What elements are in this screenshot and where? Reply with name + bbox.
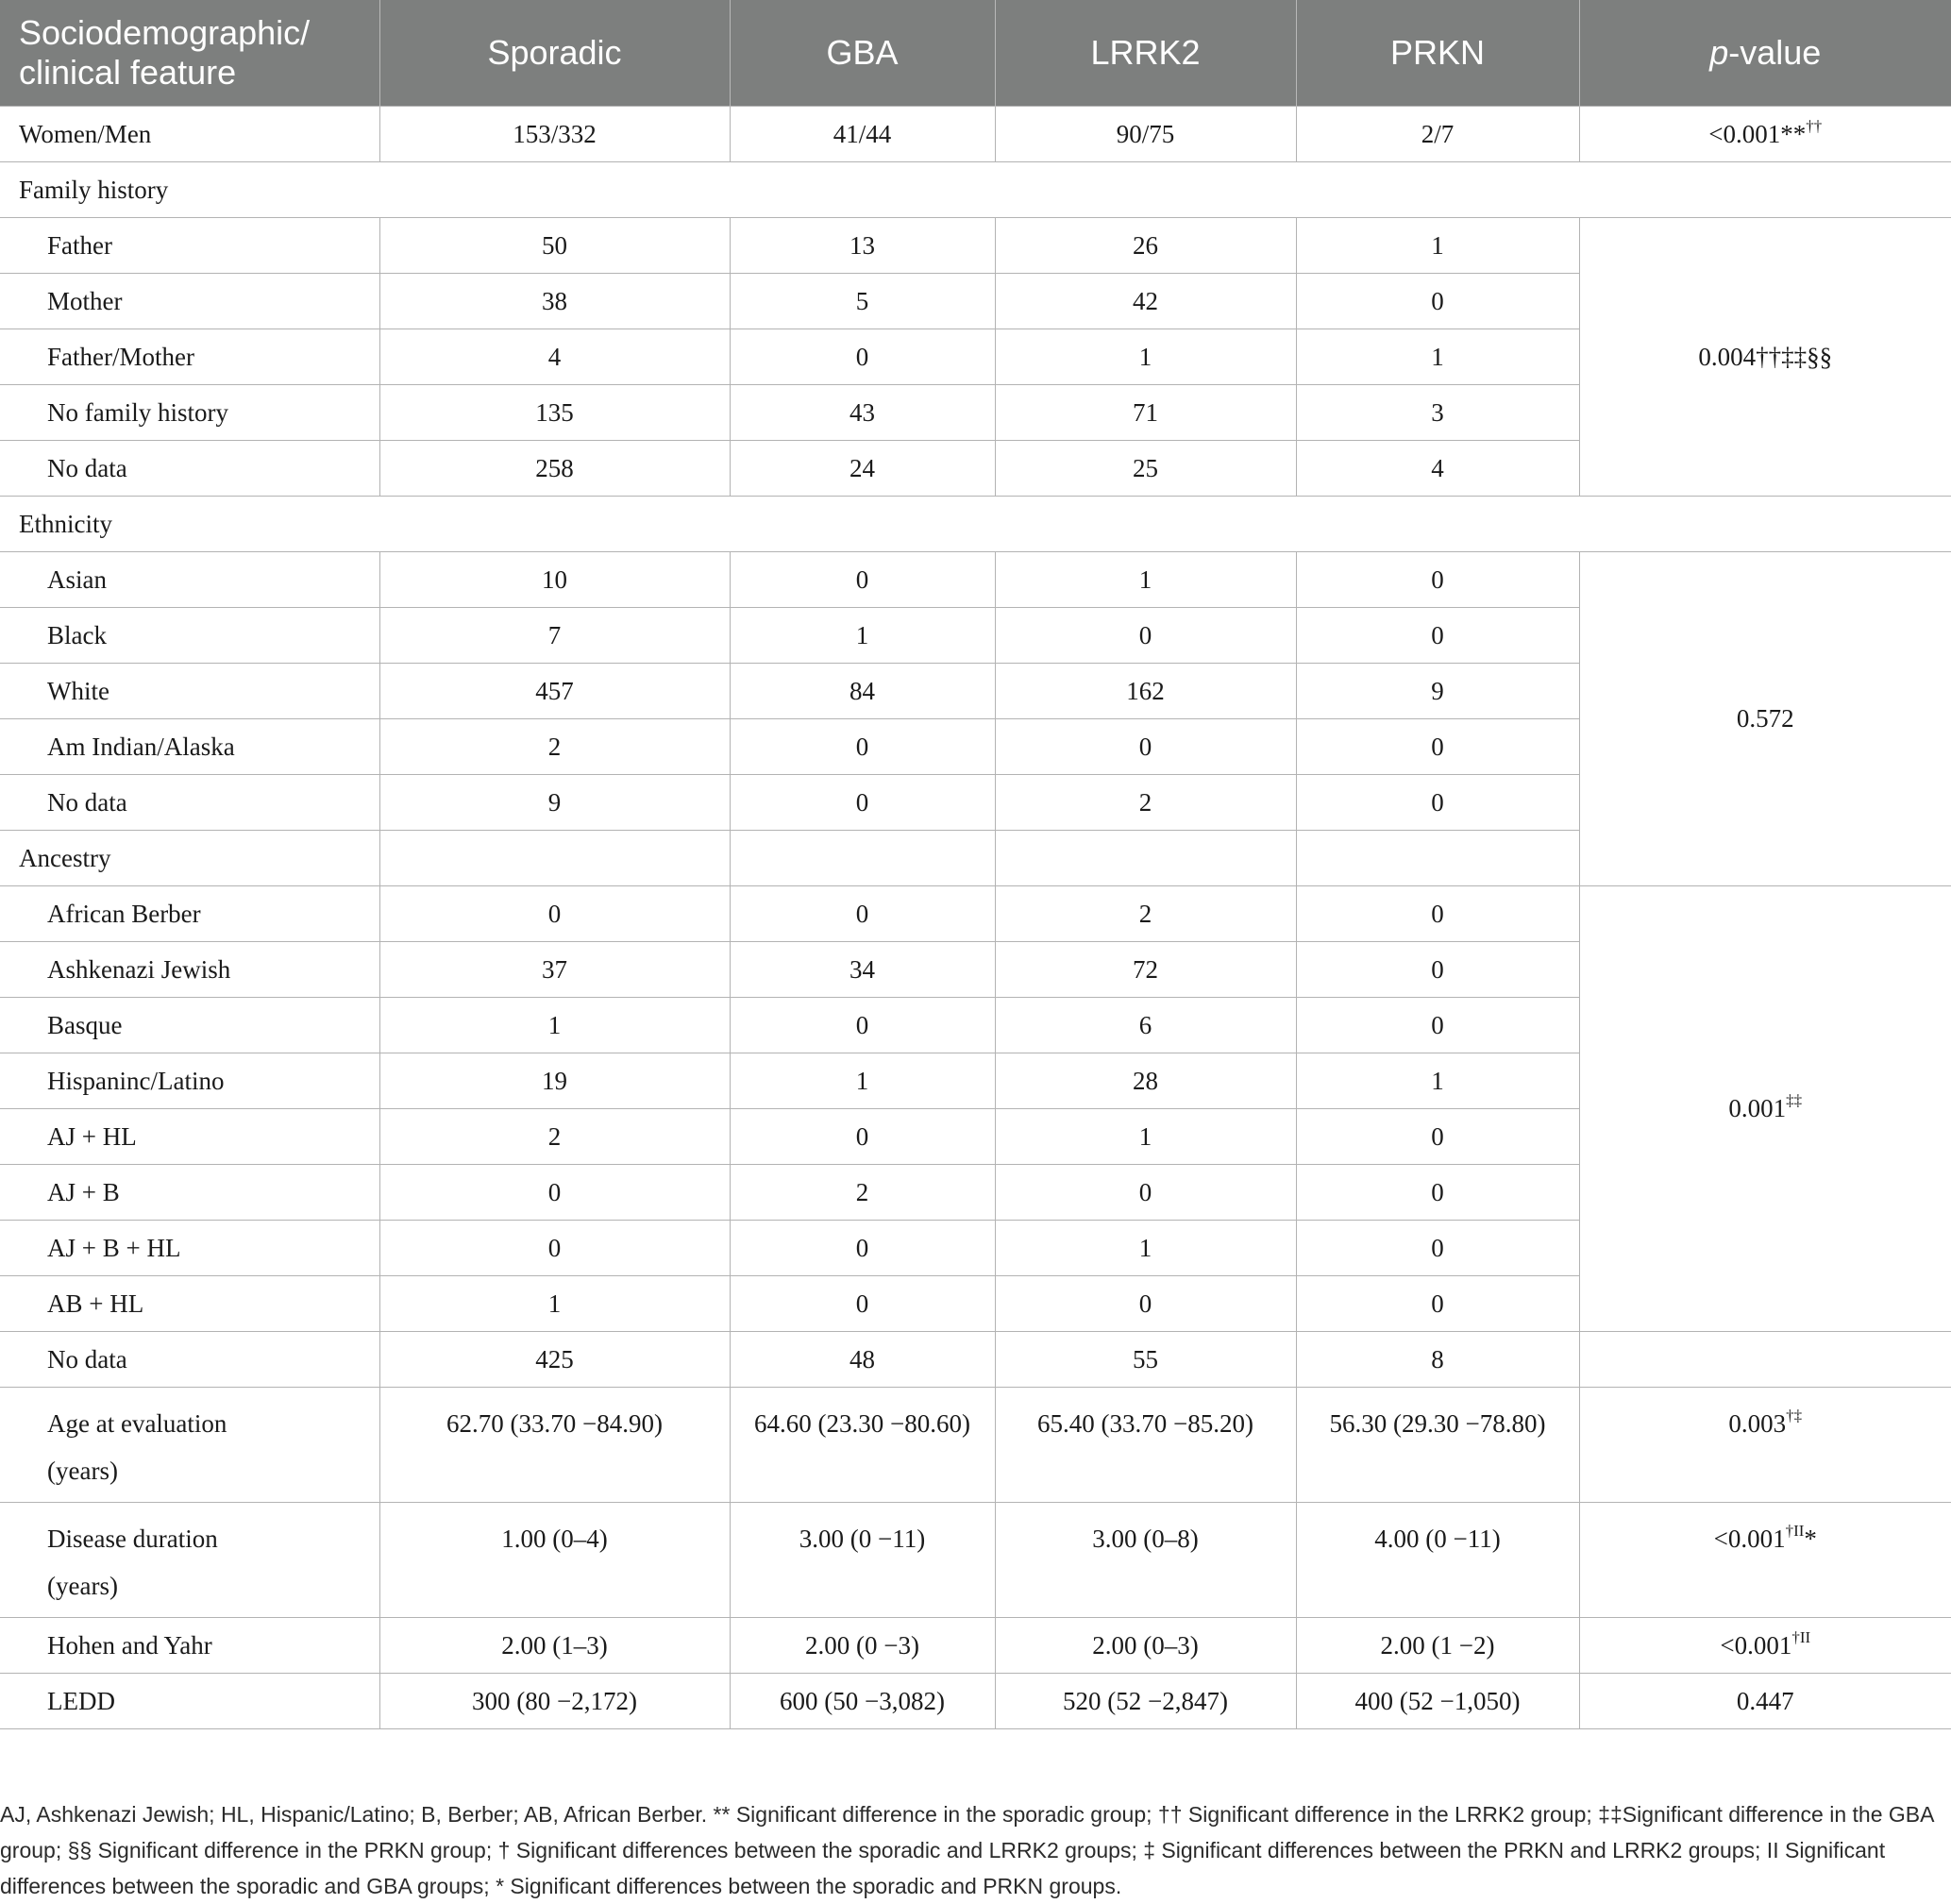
row-label: Asian xyxy=(0,552,379,608)
cell-prkn: 4 xyxy=(1296,441,1579,497)
cell-sporadic: 0 xyxy=(379,1165,730,1221)
cell-lrrk2: 0 xyxy=(995,1165,1296,1221)
cell-gba: 0 xyxy=(730,1109,995,1165)
cell-gba: 84 xyxy=(730,664,995,719)
p-footnote-mark: †II xyxy=(1785,1522,1805,1540)
row-label: AJ + HL xyxy=(0,1109,379,1165)
cell-lrrk2: 0 xyxy=(995,608,1296,664)
p-footnote-star: * xyxy=(1804,1525,1817,1553)
row-label: AJ + B + HL xyxy=(0,1221,379,1276)
cell-sporadic: 37 xyxy=(379,942,730,998)
cell-sporadic: 425 xyxy=(379,1332,730,1388)
row-label: No family history xyxy=(0,385,379,441)
cell-gba: 41/44 xyxy=(730,107,995,162)
row-label: AJ + B xyxy=(0,1165,379,1221)
row-label: Basque xyxy=(0,998,379,1053)
cell-prkn: 1 xyxy=(1296,1053,1579,1109)
p-value: <0.001** xyxy=(1708,119,1807,148)
cell-gba: 0 xyxy=(730,886,995,942)
cell-sporadic: 19 xyxy=(379,1053,730,1109)
header-gba: GBA xyxy=(730,0,995,107)
cell-gba: 0 xyxy=(730,719,995,775)
cell-lrrk2: 1 xyxy=(995,329,1296,385)
p-footnote-mark: †† xyxy=(1806,116,1823,135)
cell-gba: 34 xyxy=(730,942,995,998)
label-line-1: Disease duration xyxy=(47,1525,218,1553)
cell-prkn: 1 xyxy=(1296,218,1579,274)
cell-p-value: 0.572 xyxy=(1579,552,1951,886)
cell-lrrk2: 3.00 (0–8) xyxy=(995,1503,1296,1618)
row-label: Hohen and Yahr xyxy=(0,1618,379,1674)
table-row xyxy=(0,886,1951,942)
cell-gba: 0 xyxy=(730,552,995,608)
row-label: No data xyxy=(0,441,379,497)
row-label: Mother xyxy=(0,274,379,329)
section-family-history xyxy=(0,162,1951,218)
cell-prkn: 0 xyxy=(1296,274,1579,329)
cell-prkn: 0 xyxy=(1296,552,1579,608)
cell-sporadic: 0 xyxy=(379,1221,730,1276)
section-label: Ethnicity xyxy=(0,497,1951,552)
header-row xyxy=(0,0,1951,107)
cell-lrrk2: 2 xyxy=(995,775,1296,831)
cell-prkn: 2.00 (1 −2) xyxy=(1296,1618,1579,1674)
table-row-age xyxy=(0,1388,1951,1503)
cell-prkn: 56.30 (29.30 −78.80) xyxy=(1296,1388,1579,1503)
row-label: Father xyxy=(0,218,379,274)
p-value: 0.001 xyxy=(1728,1094,1787,1122)
row-label: Ashkenazi Jewish xyxy=(0,942,379,998)
row-label: No data xyxy=(0,775,379,831)
empty-cell xyxy=(379,831,730,886)
cell-gba: 43 xyxy=(730,385,995,441)
cell-gba: 2 xyxy=(730,1165,995,1221)
cell-prkn: 400 (52 −1,050) xyxy=(1296,1674,1579,1729)
row-label xyxy=(0,1388,379,1503)
table-row xyxy=(0,218,1951,274)
cell-gba: 13 xyxy=(730,218,995,274)
cell-p-value xyxy=(1579,886,1951,1332)
cell-prkn: 0 xyxy=(1296,1276,1579,1332)
empty-cell xyxy=(730,831,995,886)
cell-p-value: 0.447 xyxy=(1579,1674,1951,1729)
table-row-duration xyxy=(0,1503,1951,1618)
cell-p-value xyxy=(1579,1503,1951,1618)
row-label: Black xyxy=(0,608,379,664)
cell-lrrk2: 1 xyxy=(995,1109,1296,1165)
header-prkn: PRKN xyxy=(1296,0,1579,107)
row-label: Hispaninc/Latino xyxy=(0,1053,379,1109)
p-footnote-mark: ‡‡ xyxy=(1786,1091,1803,1109)
cell-sporadic: 1 xyxy=(379,1276,730,1332)
row-label: Am Indian/Alaska xyxy=(0,719,379,775)
cell-sporadic: 153/332 xyxy=(379,107,730,162)
cell-prkn: 0 xyxy=(1296,886,1579,942)
table-footnote: AJ, Ashkenazi Jewish; HL, Hispanic/Latino; B, Berber; AB, African Berber. ** Significant difference in the sporadic group; †† Significant difference in the LRRK2 group; ‡‡Significant difference in the GBA group; §§ Significant difference in the PRKN group; † Significant differences between the sporadic and LRRK2 groups; ‡ Significant differences between the PRKN and LRRK2 groups; II Significant differences between the sporadic and GBA groups; * Significant differences between the sporadic and PRKN groups. xyxy=(0,1802,1934,1898)
header-feature: Sociodemographic/ clinical feature xyxy=(0,0,379,107)
p-footnote-mark: †II xyxy=(1791,1627,1811,1646)
cell-sporadic: 4 xyxy=(379,329,730,385)
row-label: Father/Mother xyxy=(0,329,379,385)
empty-cell xyxy=(1579,1332,1951,1388)
table-row xyxy=(0,1332,1951,1388)
cell-lrrk2: 65.40 (33.70 −85.20) xyxy=(995,1388,1296,1503)
cell-gba: 48 xyxy=(730,1332,995,1388)
header-lrrk2: LRRK2 xyxy=(995,0,1296,107)
table-row-women-men xyxy=(0,107,1951,162)
cell-prkn: 0 xyxy=(1296,1221,1579,1276)
row-label: AB + HL xyxy=(0,1276,379,1332)
p-letter: p xyxy=(1709,33,1729,72)
cell-prkn: 4.00 (0 −11) xyxy=(1296,1503,1579,1618)
cell-gba: 0 xyxy=(730,998,995,1053)
cell-prkn: 0 xyxy=(1296,608,1579,664)
cell-gba: 0 xyxy=(730,775,995,831)
cell-gba: 0 xyxy=(730,1276,995,1332)
cell-lrrk2: 0 xyxy=(995,1276,1296,1332)
table-row-ledd xyxy=(0,1674,1951,1729)
cell-prkn: 3 xyxy=(1296,385,1579,441)
cell-gba: 0 xyxy=(730,1221,995,1276)
empty-cell xyxy=(995,831,1296,886)
cell-lrrk2: 25 xyxy=(995,441,1296,497)
cell-gba: 1 xyxy=(730,1053,995,1109)
cell-sporadic: 1.00 (0–4) xyxy=(379,1503,730,1618)
cell-sporadic: 258 xyxy=(379,441,730,497)
row-label: No data xyxy=(0,1332,379,1388)
cell-lrrk2: 72 xyxy=(995,942,1296,998)
row-label: Women/Men xyxy=(0,107,379,162)
cell-p-value: 0.004††‡‡§§ xyxy=(1579,218,1951,497)
cell-lrrk2: 6 xyxy=(995,998,1296,1053)
cell-p-value xyxy=(1579,107,1951,162)
cell-lrrk2: 162 xyxy=(995,664,1296,719)
cell-prkn: 9 xyxy=(1296,664,1579,719)
section-label: Family history xyxy=(0,162,1951,218)
cell-lrrk2: 520 (52 −2,847) xyxy=(995,1674,1296,1729)
p-suffix: -value xyxy=(1728,33,1822,72)
cell-lrrk2: 55 xyxy=(995,1332,1296,1388)
cell-gba: 24 xyxy=(730,441,995,497)
cell-sporadic: 9 xyxy=(379,775,730,831)
header-p-value xyxy=(1579,0,1951,107)
cell-gba: 0 xyxy=(730,329,995,385)
cell-prkn: 0 xyxy=(1296,942,1579,998)
cell-gba: 600 (50 −3,082) xyxy=(730,1674,995,1729)
cell-sporadic: 7 xyxy=(379,608,730,664)
cell-prkn: 2/7 xyxy=(1296,107,1579,162)
cell-lrrk2: 28 xyxy=(995,1053,1296,1109)
cell-lrrk2: 2.00 (0–3) xyxy=(995,1618,1296,1674)
p-value: 0.003 xyxy=(1728,1409,1787,1438)
cell-p-value xyxy=(1579,1618,1951,1674)
cell-sporadic: 2.00 (1–3) xyxy=(379,1618,730,1674)
cell-lrrk2: 42 xyxy=(995,274,1296,329)
cell-sporadic: 38 xyxy=(379,274,730,329)
row-label: LEDD xyxy=(0,1674,379,1729)
cell-sporadic: 135 xyxy=(379,385,730,441)
label-line-2: (years) xyxy=(47,1572,118,1600)
cell-prkn: 1 xyxy=(1296,329,1579,385)
cell-lrrk2: 2 xyxy=(995,886,1296,942)
cell-gba: 1 xyxy=(730,608,995,664)
cell-gba: 3.00 (0 −11) xyxy=(730,1503,995,1618)
cell-sporadic: 2 xyxy=(379,1109,730,1165)
cell-lrrk2: 1 xyxy=(995,552,1296,608)
cell-gba: 2.00 (0 −3) xyxy=(730,1618,995,1674)
section-label: Ancestry xyxy=(0,831,379,886)
cell-sporadic: 0 xyxy=(379,886,730,942)
cell-sporadic: 2 xyxy=(379,719,730,775)
header-sporadic: Sporadic xyxy=(379,0,730,107)
cell-lrrk2: 71 xyxy=(995,385,1296,441)
cell-lrrk2: 0 xyxy=(995,719,1296,775)
cell-prkn: 0 xyxy=(1296,719,1579,775)
p-value: <0.001 xyxy=(1720,1630,1792,1660)
row-label: White xyxy=(0,664,379,719)
cell-gba: 64.60 (23.30 −80.60) xyxy=(730,1388,995,1503)
cell-sporadic: 10 xyxy=(379,552,730,608)
cell-sporadic: 62.70 (33.70 −84.90) xyxy=(379,1388,730,1503)
cell-prkn: 0 xyxy=(1296,1165,1579,1221)
cell-prkn: 0 xyxy=(1296,998,1579,1053)
cell-p-value xyxy=(1579,1388,1951,1503)
p-footnote-mark: †‡ xyxy=(1786,1407,1803,1424)
table-row xyxy=(0,552,1951,608)
label-line-2: (years) xyxy=(47,1457,118,1485)
section-ethnicity xyxy=(0,497,1951,552)
row-label: African Berber xyxy=(0,886,379,942)
cell-sporadic: 300 (80 −2,172) xyxy=(379,1674,730,1729)
empty-cell xyxy=(1296,831,1579,886)
cell-sporadic: 457 xyxy=(379,664,730,719)
cell-lrrk2: 90/75 xyxy=(995,107,1296,162)
cell-prkn: 0 xyxy=(1296,775,1579,831)
row-label xyxy=(0,1503,379,1618)
cell-lrrk2: 26 xyxy=(995,218,1296,274)
cell-sporadic: 50 xyxy=(379,218,730,274)
table-row-hoehn-yahr xyxy=(0,1618,1951,1674)
cell-prkn: 8 xyxy=(1296,1332,1579,1388)
cell-lrrk2: 1 xyxy=(995,1221,1296,1276)
cell-gba: 5 xyxy=(730,274,995,329)
cell-prkn: 0 xyxy=(1296,1109,1579,1165)
label-line-1: Age at evaluation xyxy=(47,1409,227,1438)
p-value: <0.001 xyxy=(1713,1525,1786,1553)
cell-sporadic: 1 xyxy=(379,998,730,1053)
